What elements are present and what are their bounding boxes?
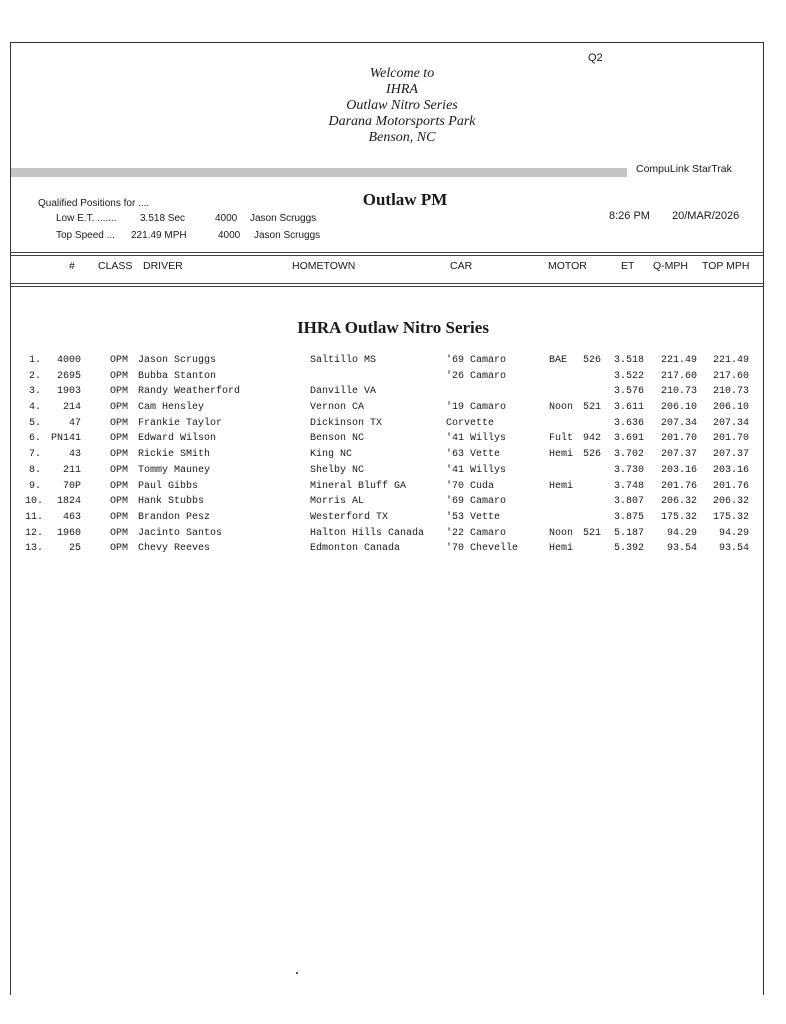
row-car: '69 Camaro <box>446 496 507 508</box>
welcome-block <box>0 66 786 146</box>
row-position: 5. <box>29 417 42 429</box>
row-position: 3. <box>29 386 42 398</box>
row-class: OPM <box>110 449 129 461</box>
row-et: 5.392 <box>613 543 644 555</box>
row-car: '41 Willys <box>446 464 507 476</box>
row-q-mph: 221.49 <box>660 355 697 366</box>
header-divider-top <box>11 252 763 253</box>
row-driver: Chevy Reeves <box>138 543 211 555</box>
report-date: 20/MAR/2026 <box>672 210 740 222</box>
row-driver: Jacinto Santos <box>138 527 223 539</box>
row-driver: Rickie SMith <box>138 449 211 461</box>
row-et: 3.702 <box>613 449 644 461</box>
row-driver: Tommy Mauney <box>138 464 211 476</box>
row-hometown: Dickinson TX <box>310 417 383 429</box>
row-top-mph: 201.70 <box>712 433 749 445</box>
table-row <box>0 543 786 559</box>
row-et: 3.576 <box>613 386 644 398</box>
col-top-mph: TOP MPH <box>702 260 750 272</box>
row-q-mph: 203.16 <box>660 464 697 476</box>
row-motor: BAE <box>549 355 568 366</box>
table-row <box>0 481 786 497</box>
row-top-mph: 207.37 <box>712 449 749 461</box>
col-et: ET <box>621 260 635 272</box>
q-label: Q2 <box>588 52 603 64</box>
row-car-number: 463 <box>62 511 81 523</box>
table-row <box>0 449 786 465</box>
row-motor: Hemi <box>549 449 574 461</box>
row-driver: Edward Wilson <box>138 433 217 445</box>
table-row <box>0 465 786 481</box>
row-class: OPM <box>110 402 129 414</box>
row-q-mph: 217.60 <box>660 370 697 382</box>
row-top-mph: 210.73 <box>712 386 749 398</box>
row-motor: Hemi <box>549 480 574 492</box>
col-driver: DRIVER <box>143 260 183 272</box>
row-car: '22 Camaro <box>446 527 507 539</box>
row-class: OPM <box>110 527 129 539</box>
welcome-line: Welcome to <box>369 66 435 81</box>
row-car-number: 70P <box>62 480 81 492</box>
table-row <box>0 433 786 449</box>
row-motor: Noon <box>549 527 574 539</box>
row-et: 5.187 <box>613 527 644 539</box>
row-position: 6. <box>29 433 42 445</box>
row-cid: 521 <box>583 527 602 539</box>
welcome-line: Outlaw Nitro Series <box>346 98 458 113</box>
welcome-line: Benson, NC <box>368 130 436 145</box>
row-q-mph: 207.37 <box>660 449 697 461</box>
table-row <box>0 528 786 544</box>
row-et: 3.611 <box>613 402 644 414</box>
low-et-label: Low E.T. ....... <box>56 213 117 224</box>
row-car: '70 Cuda <box>446 480 495 492</box>
row-class: OPM <box>110 433 129 445</box>
row-et: 3.730 <box>613 464 644 476</box>
row-hometown: Danville VA <box>310 386 377 398</box>
low-et-driver: Jason Scruggs <box>250 213 317 224</box>
row-et: 3.522 <box>613 370 644 382</box>
table-row <box>0 386 786 402</box>
top-speed-driver: Jason Scruggs <box>254 230 321 241</box>
row-car-number: 214 <box>62 402 81 414</box>
row-car: Corvette <box>446 417 495 429</box>
row-hometown: Shelby NC <box>310 464 365 476</box>
row-et: 3.875 <box>613 511 644 523</box>
row-et: 3.807 <box>613 496 644 508</box>
results-table <box>0 355 786 559</box>
row-car: '26 Camaro <box>446 370 507 382</box>
low-et-value: 3.518 Sec <box>140 213 186 224</box>
row-class: OPM <box>110 355 129 366</box>
header-divider-top-2 <box>11 255 763 256</box>
row-driver: Bubba Stanton <box>138 370 217 382</box>
col-hometown: HOMETOWN <box>292 260 356 272</box>
row-top-mph: 207.34 <box>712 417 749 429</box>
row-top-mph: 217.60 <box>712 370 749 382</box>
row-position: 8. <box>29 464 42 476</box>
row-driver: Jason Scruggs <box>138 355 217 366</box>
col-motor: MOTOR <box>548 260 587 272</box>
col-q-mph: Q-MPH <box>653 260 688 272</box>
row-q-mph: 93.54 <box>666 543 697 555</box>
stray-dot <box>296 972 298 974</box>
row-position: 13. <box>25 543 44 555</box>
row-q-mph: 201.76 <box>660 480 697 492</box>
row-position: 9. <box>29 480 42 492</box>
event-title: Outlaw PM <box>362 190 448 209</box>
row-q-mph: 206.10 <box>660 402 697 414</box>
row-motor: Hemi <box>549 543 574 555</box>
row-car-number: 4000 <box>56 355 81 366</box>
row-hometown: Saltillo MS <box>310 355 377 366</box>
row-top-mph: 201.76 <box>712 480 749 492</box>
row-et: 3.636 <box>613 417 644 429</box>
row-top-mph: 175.32 <box>712 511 749 523</box>
row-car-number: 47 <box>68 417 81 429</box>
row-hometown: Westerford TX <box>310 511 389 523</box>
row-top-mph: 206.32 <box>712 496 749 508</box>
col-number: # <box>69 260 75 272</box>
top-speed-label: Top Speed ... <box>56 230 115 241</box>
row-class: OPM <box>110 464 129 476</box>
row-top-mph: 93.54 <box>718 543 749 555</box>
table-row <box>0 402 786 418</box>
row-q-mph: 201.70 <box>660 433 697 445</box>
welcome-line: Darana Motorsports Park <box>328 114 476 129</box>
row-top-mph: 203.16 <box>712 464 749 476</box>
row-driver: Brandon Pesz <box>138 511 211 523</box>
row-hometown: Edmonton Canada <box>310 543 401 555</box>
section-title: IHRA Outlaw Nitro Series <box>297 318 489 337</box>
row-hometown: King NC <box>310 449 353 461</box>
row-car: '70 Chevelle <box>446 543 519 555</box>
row-position: 4. <box>29 402 42 414</box>
row-class: OPM <box>110 480 129 492</box>
row-cid: 521 <box>583 402 602 414</box>
row-et: 3.748 <box>613 480 644 492</box>
row-position: 2. <box>29 370 42 382</box>
row-q-mph: 94.29 <box>666 527 697 539</box>
row-et: 3.518 <box>613 355 644 366</box>
row-car: '41 Willys <box>446 433 507 445</box>
row-q-mph: 210.73 <box>660 386 697 398</box>
header-divider-bottom <box>11 283 763 284</box>
row-top-mph: 206.10 <box>712 402 749 414</box>
qualified-heading: Qualified Positions for .... <box>38 198 150 209</box>
row-car-number: 25 <box>68 543 81 555</box>
row-q-mph: 207.34 <box>660 417 697 429</box>
table-row <box>0 418 786 434</box>
row-driver: Paul Gibbs <box>138 480 199 492</box>
row-position: 10. <box>25 496 44 508</box>
row-class: OPM <box>110 386 129 398</box>
row-class: OPM <box>110 543 129 555</box>
dotted-divider <box>11 168 627 177</box>
compulink-label: CompuLink StarTrak <box>636 163 732 175</box>
row-driver: Randy Weatherford <box>138 386 241 398</box>
row-class: OPM <box>110 417 129 429</box>
table-row <box>0 355 786 371</box>
row-top-mph: 221.49 <box>712 355 749 366</box>
row-driver: Cam Hensley <box>138 402 205 414</box>
row-position: 1. <box>29 355 42 366</box>
row-car-number: 211 <box>62 464 81 476</box>
row-car-number: PN141 <box>50 433 81 445</box>
row-et: 3.691 <box>613 433 644 445</box>
row-car: '53 Vette <box>446 511 501 523</box>
row-top-mph: 94.29 <box>718 527 749 539</box>
row-hometown: Benson NC <box>310 433 365 445</box>
row-class: OPM <box>110 496 129 508</box>
row-car-number: 2695 <box>56 370 81 382</box>
table-row <box>0 496 786 512</box>
row-car-number: 1824 <box>56 496 81 508</box>
header-divider-bottom-2 <box>11 286 763 287</box>
table-row <box>0 371 786 387</box>
row-hometown: Vernon CA <box>310 402 365 414</box>
row-cid: 942 <box>583 433 602 445</box>
row-car-number: 1960 <box>56 527 81 539</box>
row-hometown: Halton Hills Canada <box>310 527 425 539</box>
row-cid: 526 <box>583 449 602 461</box>
row-driver: Hank Stubbs <box>138 496 205 508</box>
low-et-car: 4000 <box>215 213 238 224</box>
row-car: '63 Vette <box>446 449 501 461</box>
col-class: CLASS <box>98 260 133 272</box>
row-hometown: Mineral Bluff GA <box>310 480 407 492</box>
row-driver: Frankie Taylor <box>138 417 223 429</box>
report-time: 8:26 PM <box>609 210 650 222</box>
row-car: '19 Camaro <box>446 402 507 414</box>
welcome-line: IHRA <box>386 82 418 97</box>
row-q-mph: 206.32 <box>660 496 697 508</box>
row-car-number: 43 <box>68 449 81 461</box>
row-motor: Noon <box>549 402 574 414</box>
row-class: OPM <box>110 511 129 523</box>
top-speed-value: 221.49 MPH <box>131 230 187 241</box>
row-position: 12. <box>25 527 44 539</box>
row-motor: Fult <box>549 433 574 445</box>
row-car-number: 1903 <box>56 386 81 398</box>
row-car: '69 Camaro <box>446 355 507 366</box>
top-speed-car: 4000 <box>218 230 241 241</box>
row-hometown: Morris AL <box>310 496 365 508</box>
row-cid: 526 <box>583 355 602 366</box>
row-q-mph: 175.32 <box>660 511 697 523</box>
col-car: CAR <box>450 260 473 272</box>
row-position: 7. <box>29 449 42 461</box>
table-row <box>0 512 786 528</box>
row-class: OPM <box>110 370 129 382</box>
row-position: 11. <box>25 511 44 523</box>
